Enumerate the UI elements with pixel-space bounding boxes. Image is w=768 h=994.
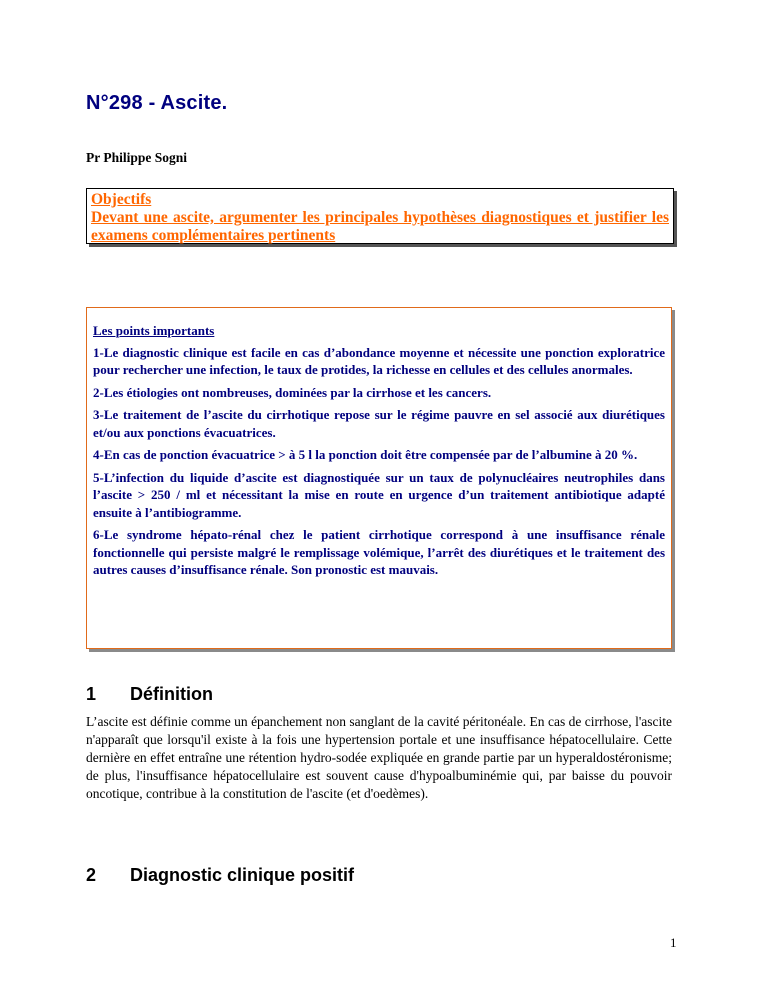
key-point-item: 4-En cas de ponction évacuatrice > à 5 l la ponction doit être compensée par de l’albumine à 20 %. [93,447,638,462]
section-title: Définition [130,684,213,704]
section-number: 1 [86,684,97,704]
key-points-heading: Les points importants [93,323,215,338]
section-heading-definition [86,684,213,705]
definition-paragraph: L’ascite est définie comme un épanchement non sanglant de la cavité péritonéale. En cas de cirrhose, l'ascite n'apparaît que lorsqu'il existe à la fois une hypertension portale et une insuffisance hépatocellulaire. Cette dernière en effet entraîne une rétention hydro-sodée expliquée en grande partie par un hyperaldostéronisme; de plus, l'insuffisance hépatocellulaire est souvent cause d'hypoalbuminémie qui, par baisse du pouvoir oncotique, contribue à la constitution de l'ascite (et d'oedèmes). [86,714,672,801]
key-point-item: 1-Le diagnostic clinique est facile en cas d’abondance moyenne et nécessite une ponction exploratrice pour rechercher une infection, le taux de protides, la richesse en cellules et des cellules anormales. [93,344,665,377]
objectifs-text: Devant une ascite, argumenter les principales hypothèses diagnostiques et justifier les examens complémentaires pertinents [91,209,669,244]
section-number: 2 [86,865,97,885]
key-point-item: 5-L’infection du liquide d’ascite est diagnostiquée sur un taux de polynucléaires neutrophiles dans l’ascite > 250 / ml et nécessitant la mise en route en urgence d’un traitement antibiotique adapté ensuite à l’antibiogramme. [93,469,665,520]
key-point-item: 3-Le traitement de l’ascite du cirrhotique repose sur le régime pauvre en sel associé aux diurétiques et/ou aux ponctions évacuatrices. [93,407,665,440]
objectifs-heading: Objectifs [91,191,152,208]
author-name: Pr Philippe Sogni [86,150,188,165]
key-points-box [86,307,672,649]
key-point-item: 6-Le syndrome hépato-rénal chez le patient cirrhotique correspond à une insuffisance rénale fonctionnelle qui persiste malgré le remplissage volémique, l’arrêt des diurétiques et le traitement des autres causes d’insuffisance rénale. Son pronostic est mauvais. [93,527,665,577]
key-point-item: 2-Les étiologies ont nombreuses, dominées par la cirrhose et les cancers. [93,384,492,400]
section-title: Diagnostic clinique positif [130,865,355,885]
objectifs-box [86,188,674,244]
section-heading-diagnostic [86,865,354,886]
page-number: 1 [670,935,677,950]
document-title: N°298 - Ascite. [86,92,228,114]
